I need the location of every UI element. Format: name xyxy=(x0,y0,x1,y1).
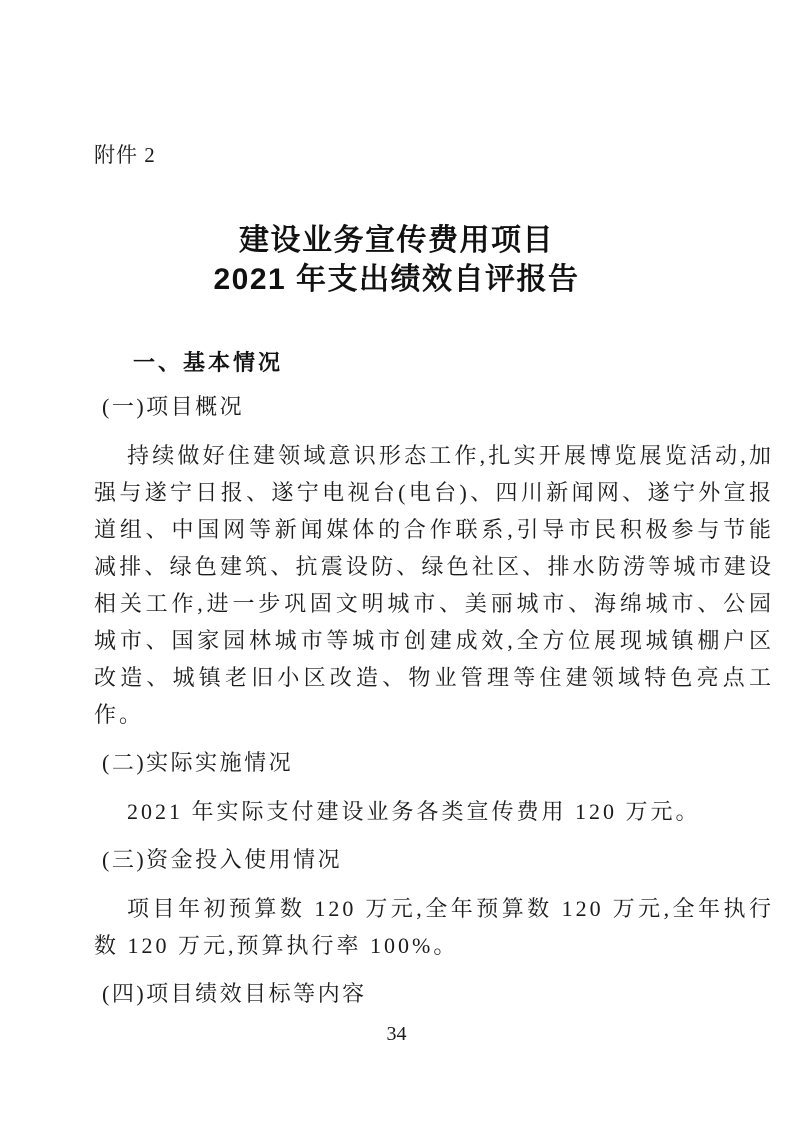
title-line-2: 2021 年支出绩效自评报告 xyxy=(213,263,580,296)
subheading-performance-targets: (四)项目绩效目标等内容 xyxy=(102,981,367,1006)
title-line-1: 建设业务宣传费用项目 xyxy=(239,224,554,257)
document-body xyxy=(94,348,774,1023)
page-number: 34 xyxy=(386,1023,407,1045)
subheading-actual-implementation: (二)实际实施情况 xyxy=(102,750,294,775)
subheading-project-overview: (一)项目概况 xyxy=(102,394,245,419)
paragraph-fund-usage: 项目年初预算数 120 万元,全年预算数 120 万元,全年执行数 120 万元,预算执行率 100%。 xyxy=(94,896,774,958)
subheading-fund-usage: (三)资金投入使用情况 xyxy=(102,847,343,872)
paragraph-actual-implementation: 2021 年实际支付建设业务各类宣传费用 120 万元。 xyxy=(127,799,701,824)
attachment-label: 附件 2 xyxy=(94,143,156,167)
document-title xyxy=(0,221,793,299)
paragraph-project-overview: 持续做好住建领域意识形态工作,扎实开展博览展览活动,加强与遂宁日报、遂宁电视台(电台)、四川新闻网、遂宁外宣报道组、中国网等新闻媒体的合作联系,引导市民积极参与节能减排、绿色建筑、抗震设防、绿色社区、排水防涝等城市建设相关工作,进一步巩固文明城市、美丽城市、海绵城市、公园城市、国家园林城市等城市创建成效,全方位展现城镇棚户区改造、城镇老旧小区改造、物业管理等住建领域特色亮点工作。 xyxy=(94,443,774,727)
section-heading-basic-info: 一、基本情况 xyxy=(133,350,284,375)
